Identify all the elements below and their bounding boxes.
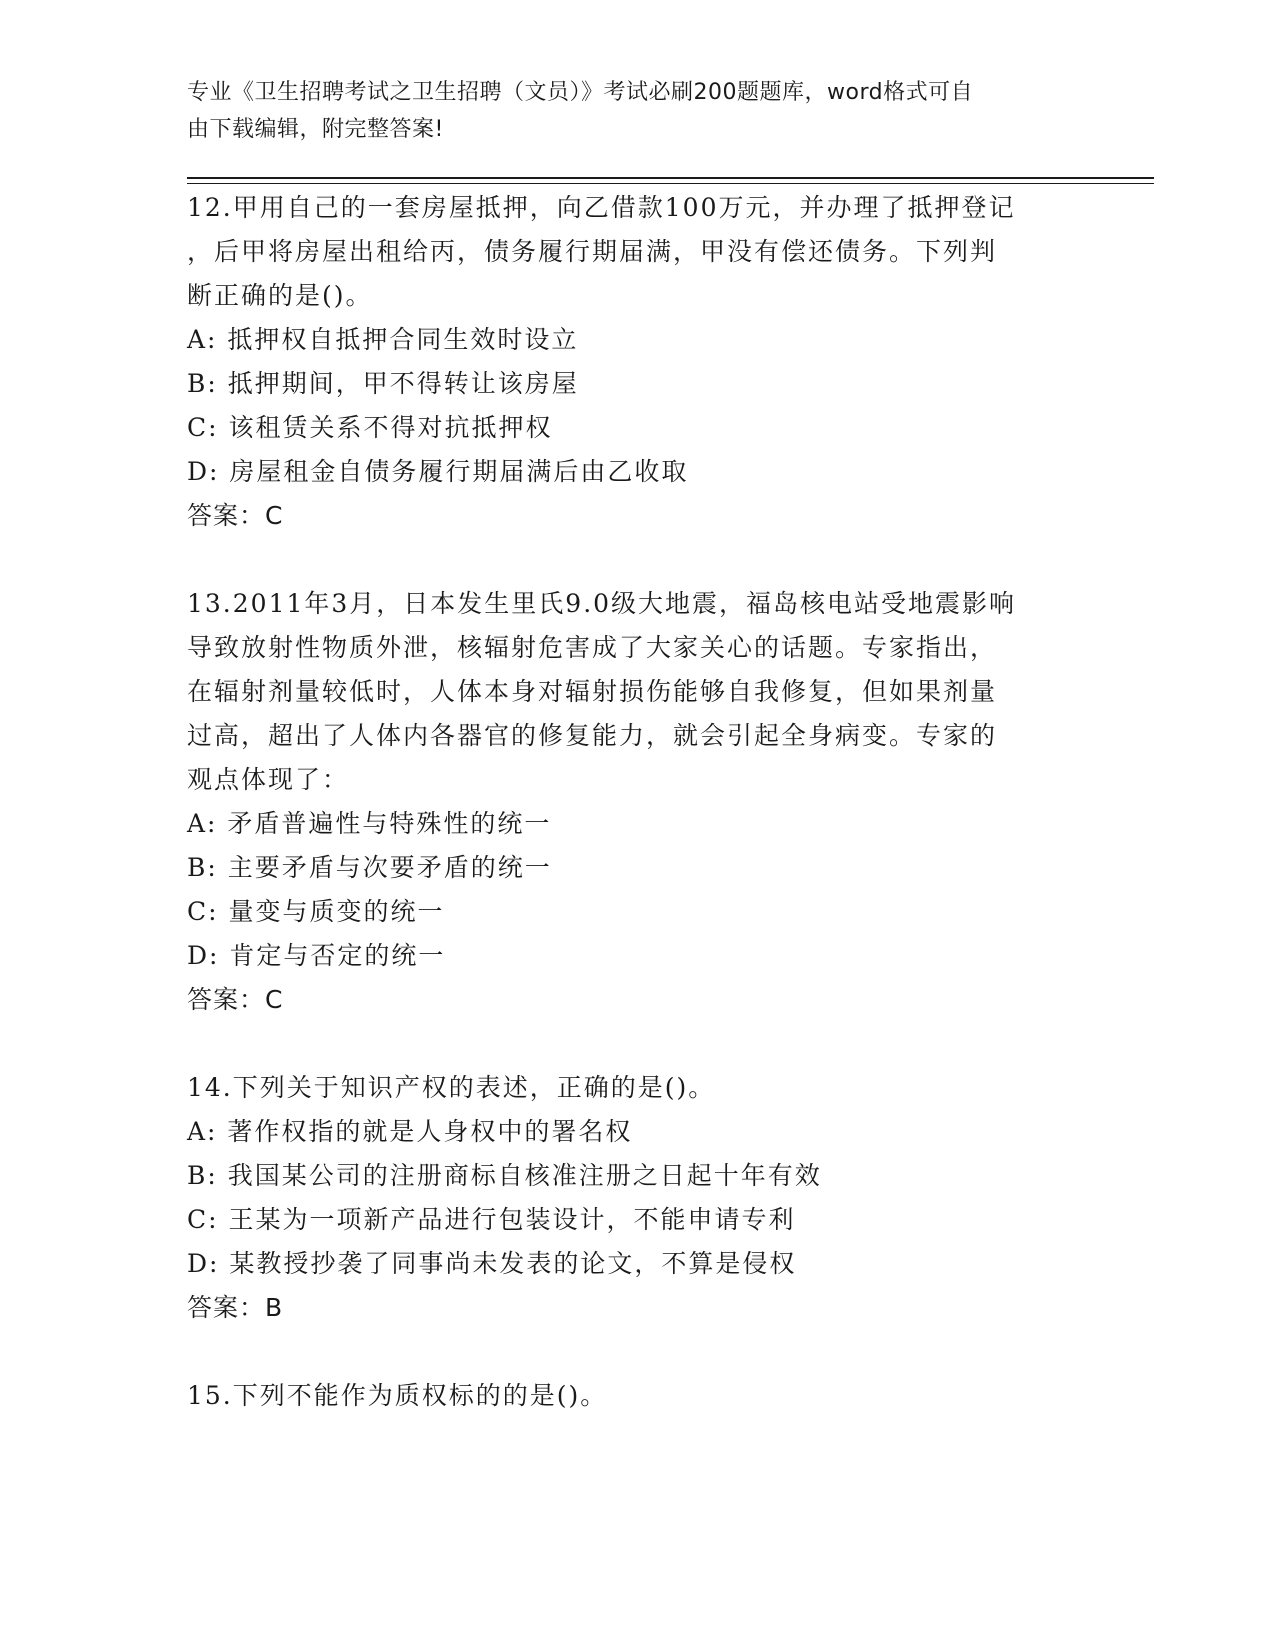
question-text-line: 14.下列关于知识产权的表述，正确的是()。 xyxy=(187,1073,716,1102)
header-divider-thin xyxy=(187,183,1154,184)
header-line-1: 专业《卫生招聘考试之卫生招聘（文员）》考试必刷200题题库，word格式可自 xyxy=(187,80,974,105)
option-b: B: 我国某公司的注册商标自核准注册之日起十年有效 xyxy=(187,1161,822,1190)
option-c: C: 量变与质变的统一 xyxy=(187,897,445,926)
question-text-line: ，后甲将房屋出租给丙，债务履行期届满，甲没有偿还债务。下列判 xyxy=(187,237,998,266)
option-d: D: 房屋租金自债务履行期届满后由乙收取 xyxy=(187,457,689,486)
question-text-line: 15.下列不能作为质权标的的是()。 xyxy=(187,1381,608,1410)
answer: 答案：C xyxy=(187,501,284,530)
question-text-line: 过高，超出了人体内各器官的修复能力，就会引起全身病变。专家的 xyxy=(187,721,998,750)
option-c: C: 王某为一项新产品进行包装设计，不能申请专利 xyxy=(187,1205,796,1234)
option-b: B: 主要矛盾与次要矛盾的统一 xyxy=(187,853,552,882)
option-a: A: 矛盾普遍性与特殊性的统一 xyxy=(187,809,552,838)
option-a: A: 抵押权自抵押合同生效时设立 xyxy=(187,325,579,354)
option-b: B: 抵押期间，甲不得转让该房屋 xyxy=(187,369,579,398)
question-text-line: 在辐射剂量较低时，人体本身对辐射损伤能够自我修复，但如果剂量 xyxy=(187,677,998,706)
option-c: C: 该租赁关系不得对抗抵押权 xyxy=(187,413,553,442)
question-text-line: 导致放射性物质外泄，核辐射危害成了大家关心的话题。专家指出， xyxy=(187,633,998,662)
header-line-2: 由下载编辑，附完整答案! xyxy=(187,117,444,142)
option-d: D: 某教授抄袭了同事尚未发表的论文，不算是侵权 xyxy=(187,1249,797,1278)
header-divider-thick xyxy=(187,177,1154,179)
question-text-line: 观点体现了： xyxy=(187,765,350,794)
question-text-line: 13.2011年3月，日本发生里氏9.0级大地震，福岛核电站受地震影响 xyxy=(187,589,1017,618)
answer: 答案：B xyxy=(187,1293,284,1322)
document-header xyxy=(187,74,1087,148)
answer: 答案：C xyxy=(187,985,284,1014)
option-d: D: 肯定与否定的统一 xyxy=(187,941,446,970)
question-text-line: 12.甲用自己的一套房屋抵押，向乙借款100万元，并办理了抵押登记 xyxy=(187,193,1016,222)
option-a: A: 著作权指的就是人身权中的署名权 xyxy=(187,1117,633,1146)
question-text-line: 断正确的是()。 xyxy=(187,281,373,310)
